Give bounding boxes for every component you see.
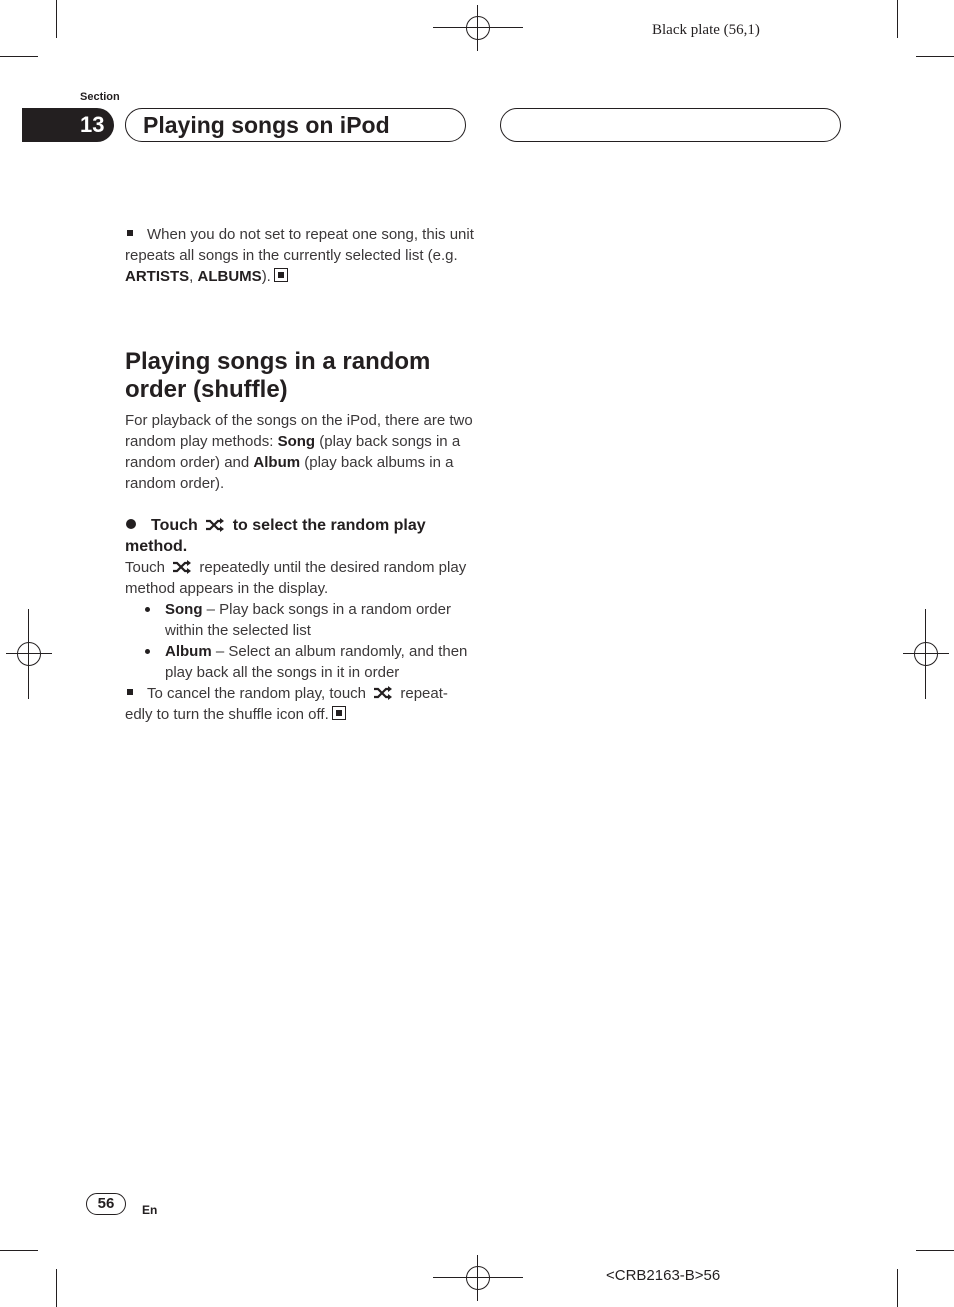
note-square-icon — [127, 230, 133, 236]
crop-mark — [897, 0, 898, 38]
step-heading: Touch to select the random play method. — [125, 517, 426, 555]
page-number: 56 — [86, 1193, 126, 1215]
step-bullet-icon — [126, 519, 136, 529]
empty-header-box — [500, 108, 841, 142]
registration-mark-icon — [903, 631, 949, 677]
crop-mark — [56, 1269, 57, 1307]
shuffle-icon — [373, 686, 393, 700]
crop-mark — [897, 1269, 898, 1307]
registration-mark-icon — [455, 5, 501, 51]
note-square-icon — [127, 689, 133, 695]
section-number: 13 — [22, 108, 114, 142]
list-item: Song – Play back songs in a random order within the selected list — [125, 599, 475, 641]
page-heading: Playing songs in a random order (shuffle) — [125, 348, 431, 403]
crop-mark — [0, 56, 38, 57]
registration-mark-icon — [6, 631, 52, 677]
crop-mark — [56, 0, 57, 38]
shuffle-icon — [205, 518, 225, 532]
cancel-note: To cancel the random play, touch repeat-edly to turn the shuffle icon off. — [125, 685, 448, 723]
crop-mark — [916, 1250, 954, 1251]
crop-mark — [916, 56, 954, 57]
registration-mark-icon — [455, 1255, 501, 1301]
document-code: <CRB2163-B>56 — [606, 1267, 721, 1284]
intro-note: When you do not set to repeat one song, this unit repeats all songs in the currently selected list (e.g. ARTISTS, ALBUMS). — [125, 226, 474, 285]
body-paragraph: For playback of the songs on the iPod, there are two random play methods: Song (play back songs in a random order) and Album (play back albums in a random order). — [125, 412, 473, 492]
section-label: Section — [80, 91, 120, 103]
end-mark-icon — [332, 706, 346, 720]
section-title: Playing songs on iPod — [125, 108, 466, 142]
language-label: En — [142, 1203, 158, 1217]
option-list — [125, 599, 475, 683]
shuffle-icon — [172, 560, 192, 574]
end-mark-icon — [274, 268, 288, 282]
crop-mark — [0, 1250, 38, 1251]
step-description: Touch repeatedly until the desired random play method appears in the display. Song – Play back songs in a random order within the selected list Album – Select an album randomly, and then play back all the songs in it in order To cancel the random play, touch repeat-edly to turn the shuffle icon off. — [125, 557, 475, 725]
list-item: Album – Select an album randomly, and then play back all the songs in it in order — [125, 641, 475, 683]
plate-label: Black plate (56,1) — [652, 22, 760, 38]
